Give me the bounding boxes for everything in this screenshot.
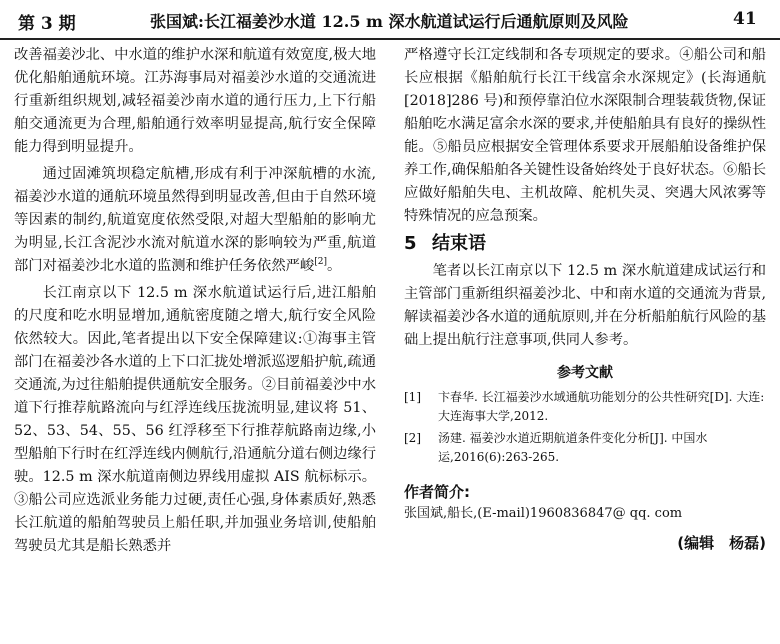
running-title: 张国斌:长江福姜沙水道 12.5 m 深水航道试运行后通航原则及风险: [150, 12, 629, 31]
references-heading: 参考文献: [557, 365, 613, 381]
body-paragraph: [14, 163, 376, 278]
page-number: 41: [733, 9, 757, 29]
reference-tag: [1]: [404, 390, 421, 404]
reference-text: 卞春华. 长江福姜沙水域通航功能划分的公共性研究[D]. 大连:大连海事大学,2012.: [438, 390, 765, 423]
reference-text: 汤建. 福姜沙水道近期航道条件变化分析[J]. 中国水运,2016(6):263-265.: [438, 431, 708, 464]
author-info: 张国斌,船长,(E-mail)1960836847@ qq. com: [404, 506, 683, 521]
body-paragraph: 严格遵守长江定线制和各专项规定的要求。④船公司和船长应根据《船舶航行长江干线富余水深规定》(长海通航[2018]286 号)和预停靠泊位水深限制合理装载货物,保证船舶吃水满足富余水深的要求,并使船舶具有良好的操纵性能。⑤船员应根据安全管理体系要求开展船舶设备维护保养工作,确保船舶各关键性设备始终处于良好状态。⑥船长应做好船舶失电、主机故障、舵机失灵、突遇大风浓雾等特殊情况的应急预案。: [404, 47, 766, 224]
issue-number: 第 3 期: [18, 14, 76, 34]
section-heading: [404, 232, 766, 256]
body-paragraph: 改善福姜沙北、中水道的维护水深和航道有效宽度,极大地优化船舶通航环境。江苏海事局对福姜沙水道的交通流进行重新组织规划,减轻福姜沙南水道的通行压力,上下行船舶交通流更为合理,船舶通行效率明显提高,航行安全保障能力得到明显提升。: [14, 47, 376, 155]
left-column: [14, 44, 376, 562]
editor-credit: (编辑 杨磊): [677, 534, 766, 552]
section-number: 5: [404, 233, 417, 254]
author-heading: 作者简介:: [404, 483, 470, 501]
paragraph-text: 通过固滩筑坝稳定航槽,形成有利于冲深航槽的水流,福姜沙水道的通航环境虽然得到明显改善,但由于自然环境等因素的制约,航道宽度依然受限,对超大型船舶的影响尤为明显,长江含泥沙水流对航道水深的影响较为严重,航道部门对福姜沙北水道的监测和维护任务依然严峻: [14, 166, 376, 274]
body-paragraph: 长江南京以下 12.5 m 深水航道试运行后,进江船舶的尺度和吃水明显增加,通航密度随之增大,航行安全风险依然较大。因此,笔者提出以下安全保障建议:①海事主管部门在福姜沙各水道的上下口汇拢处增派巡逻船护航,疏通交通流,为过往船舶提供通航安全服务。②目前福姜沙中水道下行推荐航路流向与红浮连线压拢流明显,建议将 51、52、53、54、55、56 红浮移至下行推荐航路南边缘,小型船舶下行时在红浮连线内侧航行,沿通航分道右侧边缘行驶。12.5 m 深水航道南侧边界线用虚拟 AIS 航标标示。③船公司应选派业务能力过硬,责任心强,身体素质好,熟悉长江航道的船舶驾驶员上船任职,并加强业务培训,使船舶驾驶员尤其是船长熟悉并: [14, 285, 376, 554]
page-header: [0, 0, 780, 40]
paragraph-text-end: 。: [326, 258, 342, 274]
citation-ref[interactable]: [2]: [314, 257, 327, 268]
conclusion-paragraph: 笔者以长江南京以下 12.5 m 深水航道建成试运行和主管部门重新组织福姜沙北、中和南水道的交通流为背景,解读福姜沙各水道的通航原则,并在分析船舶航行风险的基础上提出航行注意事项,供同人参考。: [404, 263, 766, 348]
right-column: [404, 44, 766, 553]
section-title: 结束语: [432, 233, 486, 254]
reference-tag: [2]: [404, 431, 421, 445]
reference-item: [404, 429, 766, 467]
reference-item: [404, 388, 766, 426]
